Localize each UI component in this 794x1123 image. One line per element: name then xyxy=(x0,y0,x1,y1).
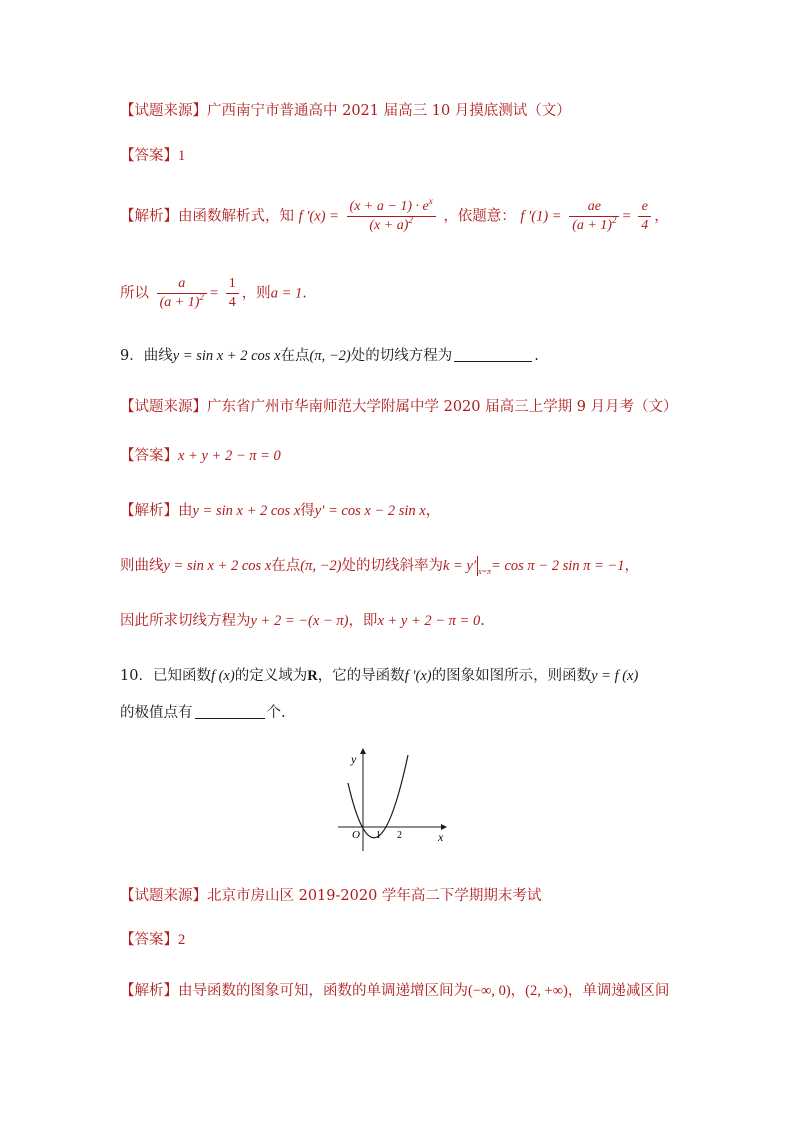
q9-b1-deriv: y′ = cos x − 2 sin x xyxy=(314,503,426,519)
q10-line2-end: 个. xyxy=(266,705,286,721)
q8-frac1-den-exp: 2 xyxy=(408,215,413,225)
q9-answer-text: x + y + 2 − π = 0 xyxy=(178,448,281,464)
q9-curve: y = sin x + 2 cos x xyxy=(172,348,281,364)
q9-b2-sub: x=π xyxy=(478,567,492,576)
q8-analysis-text: 由函数解析式，知 xyxy=(178,208,294,225)
q10-c1-end: ，单调递减区间 xyxy=(567,983,670,999)
q10-analysis-line-1 xyxy=(120,981,669,1001)
q9-b3-mid: ，即 xyxy=(348,613,378,629)
q9-analysis-line-2 xyxy=(120,556,639,576)
q8-fraction-3 xyxy=(638,198,651,235)
q8-source-line xyxy=(120,101,571,121)
source-label: 【试题来源】 xyxy=(120,103,207,119)
q8-result-end: . xyxy=(302,285,307,302)
q8-frac3-denominator: 4 xyxy=(641,218,649,233)
tick-2-label: 2 xyxy=(397,830,402,841)
q8-analysis-mid: ，依题意： xyxy=(443,208,516,225)
q9-b2-pre: 则曲线 xyxy=(120,558,164,574)
q9-b1-mid: 得 xyxy=(300,503,315,519)
q8-frac4-numerator: a xyxy=(157,275,207,294)
q8-answer-line xyxy=(120,146,185,166)
q10-c1-sep: ， xyxy=(510,983,526,999)
q8-frac5-numerator: 1 xyxy=(226,275,239,294)
q8-frac2-den-exp: 2 xyxy=(611,215,617,225)
q8-frac4-denominator: (a + 1) xyxy=(159,295,200,310)
q9-end: . xyxy=(534,348,539,364)
q10-question-line-1 xyxy=(120,666,638,686)
q10-mid2: ，它的导函数 xyxy=(317,668,405,684)
q9-analysis-line-1 xyxy=(120,501,440,521)
q8-analysis-end: ， xyxy=(654,208,669,225)
q8-frac1-denominator: (x + a) xyxy=(369,218,409,233)
q10-question-line-2 xyxy=(120,703,286,723)
q8-frac5-denominator: 4 xyxy=(228,295,236,310)
q10-derivative-graph xyxy=(336,745,456,855)
q10-source-text: 北京市房山区 2019-2020 学年高二下学期期末考试 xyxy=(207,888,542,904)
q9-answer-blank[interactable] xyxy=(454,347,532,362)
q8-analysis-line-2: 所以 $\frac{a}{(a + 1)^2}$ = $\frac{1}{4}$ ，则a = 1. xyxy=(120,276,307,310)
q8-fprime-1: f ′(1) = xyxy=(520,208,562,225)
q10-c1-int1: (−∞, 0) xyxy=(468,983,511,999)
q9-b2-val: = cos π − 2 sin π = −1 xyxy=(491,558,625,574)
q8-frac1-numerator: (x + a − 1) · e xyxy=(349,199,429,214)
q10-answer-line xyxy=(120,930,185,950)
q8-frac1-num-exp: x xyxy=(428,196,433,206)
q9-suffix: 处的切线方程为 xyxy=(350,348,453,364)
q10-source-line xyxy=(120,886,541,906)
q9-b1-end: ， xyxy=(425,503,441,519)
q9-b2-k: k = y′ xyxy=(442,558,477,574)
q10-c1-text: 由导函数的图象可知，函数的单调递增区间为 xyxy=(178,983,468,999)
q9-question-line xyxy=(120,346,539,366)
analysis-label: 【解析】 xyxy=(120,208,178,225)
q9-source-text: 广东省广州市华南师范大学附属中学 2020 届高三上学期 9 月月考（文） xyxy=(207,399,678,415)
q9-mid: 在点 xyxy=(280,348,310,364)
analysis-label: 【解析】 xyxy=(120,983,178,999)
analysis-label: 【解析】 xyxy=(120,503,178,519)
q10-yfx: y = f (x) xyxy=(591,668,639,684)
q9-b2-end: ， xyxy=(624,558,639,574)
q9-prefix: 9．曲线 xyxy=(120,348,173,364)
q9-b1-pre: 由 xyxy=(178,503,193,519)
q10-c1-int2: (2, +∞) xyxy=(525,983,568,999)
q8-frac2-numerator: ae xyxy=(569,198,619,217)
q10-mid3: 的图象如图所示，则函数 xyxy=(431,668,592,684)
y-axis-label: y xyxy=(351,752,357,766)
q8-fraction-5 xyxy=(226,275,239,312)
q9-answer-line xyxy=(120,446,281,466)
q8-result: a = 1 xyxy=(270,285,303,302)
q8-frac4-den-exp: 2 xyxy=(199,292,204,302)
q8-then-text: ，则 xyxy=(241,285,271,302)
q8-fraction-2 xyxy=(569,198,619,235)
q8-fraction-1 xyxy=(347,198,436,235)
q9-b2-mid2: 处的切线斜率为 xyxy=(341,558,443,574)
q9-b1-curve: y = sin x + 2 cos x xyxy=(192,503,301,519)
q9-b2-point: (π, −2) xyxy=(300,558,342,574)
q9-b3-pre: 因此所求切线方程为 xyxy=(120,613,251,629)
q8-frac3-numerator: e xyxy=(638,198,651,217)
q8-fraction-4 xyxy=(157,275,207,312)
origin-label: O xyxy=(352,829,360,841)
answer-label: 【答案】 xyxy=(120,148,178,164)
q10-answer-blank[interactable] xyxy=(195,704,265,719)
tick-1-label: 1 xyxy=(376,830,381,841)
q9-point: (π, −2) xyxy=(309,348,351,364)
q10-answer-text: 2 xyxy=(178,932,186,948)
q10-mid1: 的定义域为 xyxy=(234,668,308,684)
q9-b2-mid1: 在点 xyxy=(271,558,301,574)
source-label: 【试题来源】 xyxy=(120,399,207,415)
q9-b2-curve: y = sin x + 2 cos x xyxy=(163,558,272,574)
q9-b3-eq: y + 2 = −(x − π) xyxy=(250,613,349,629)
derivative-curve xyxy=(348,755,408,838)
x-axis-label: x xyxy=(438,830,444,844)
answer-label: 【答案】 xyxy=(120,448,178,464)
q10-R: R xyxy=(307,668,318,684)
q8-so-text: 所以 xyxy=(120,285,149,302)
q10-fpx: f ′(x) xyxy=(404,668,432,684)
q10-prefix: 10．已知函数 xyxy=(120,668,211,684)
q8-frac2-denominator: (a + 1) xyxy=(572,218,612,233)
q8-analysis-line-1: 【解析】由函数解析式，知 f ′(x) = $\frac{(x + a - 1) \cdot e^x}{(x + a)^2}$ ，依题意： f ′(1) = $\frac{ae}{(a + 1)^2}$ = $\frac{e}{4}$ ， xyxy=(120,196,669,233)
q9-b3-end: . xyxy=(480,613,485,629)
q9-analysis-line-3 xyxy=(120,611,485,631)
q8-answer-text: 1 xyxy=(178,148,186,164)
q8-fprime-x: f ′(x) = xyxy=(298,208,339,225)
q9-source-line xyxy=(120,397,678,417)
q8-source-text: 广西南宁市普通高中 2021 届高三 10 月摸底测试（文） xyxy=(207,103,571,119)
answer-label: 【答案】 xyxy=(120,932,178,948)
source-label: 【试题来源】 xyxy=(120,888,207,904)
q9-b3-eq2: x + y + 2 − π = 0 xyxy=(377,613,481,629)
q10-fx: f (x) xyxy=(210,668,235,684)
q10-line2-pre: 的极值点有 xyxy=(120,705,193,721)
